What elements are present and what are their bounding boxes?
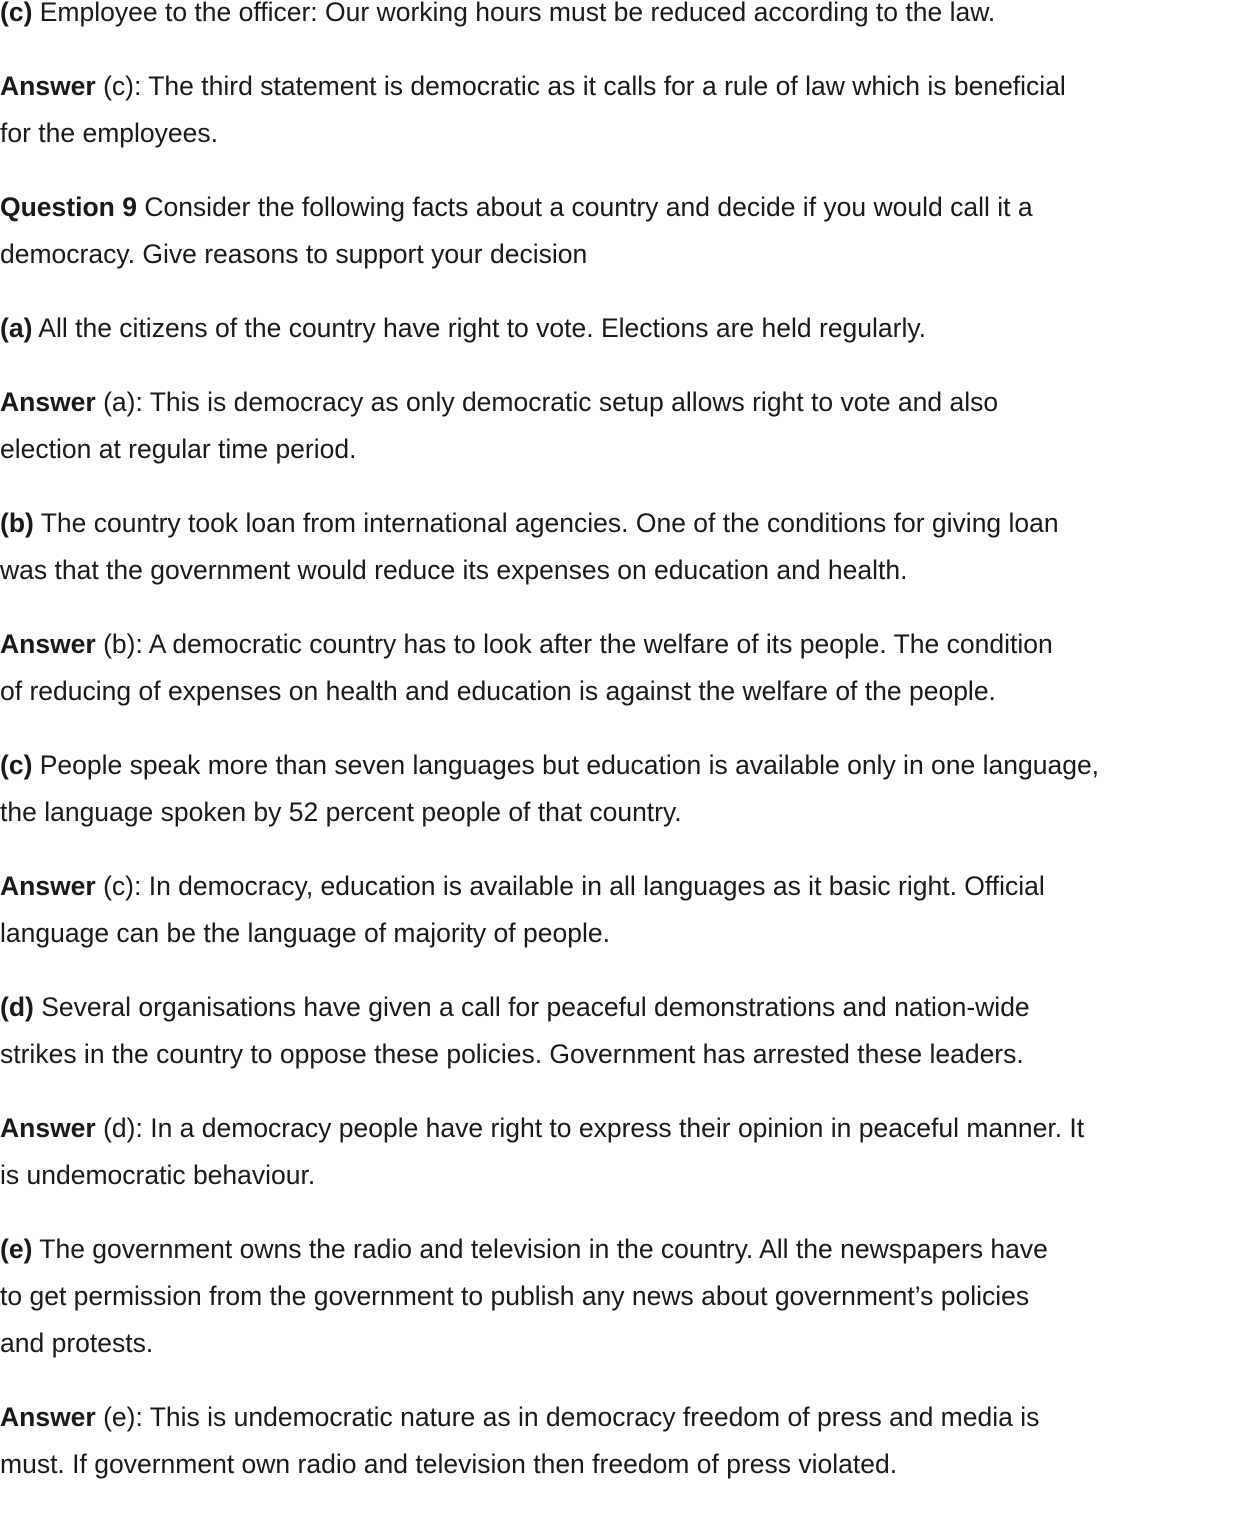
- paragraph-label: Answer: [0, 1402, 96, 1432]
- line-text: is undemocratic behaviour.: [0, 1160, 316, 1190]
- line-text: democracy. Give reasons to support your decision: [0, 239, 588, 269]
- paragraph-label: Answer: [0, 387, 96, 417]
- text-line: [0, 305, 1250, 352]
- text-line: [0, 984, 1250, 1031]
- text-line: [0, 231, 1250, 278]
- line-text: language can be the language of majority of people.: [0, 918, 610, 948]
- line-text: (e): This is undemocratic nature as in democracy freedom of press and media is: [95, 1402, 1040, 1432]
- text-line: [0, 1273, 1250, 1320]
- line-text: (c): In democracy, education is available in all languages as it basic right. Official: [95, 871, 1045, 901]
- line-text: (d): In a democracy people have right to express their opinion in peaceful manner. It: [95, 1113, 1085, 1143]
- answer-paragraph: [0, 1105, 1250, 1199]
- text-line: [0, 1441, 1250, 1488]
- line-text: Employee to the officer: Our working hours must be reduced according to the law.: [32, 0, 996, 27]
- line-text: must. If government own radio and television then freedom of press violated.: [0, 1449, 898, 1479]
- paragraph-label: (a): [0, 313, 33, 343]
- paragraph-label: (c): [0, 0, 33, 27]
- text-line: [0, 500, 1250, 547]
- line-text: and protests.: [0, 1328, 154, 1358]
- text-line: [0, 184, 1250, 231]
- text-line: [0, 1226, 1250, 1273]
- statement-paragraph: [0, 500, 1250, 594]
- line-text: All the citizens of the country have right to vote. Elections are held regularly.: [32, 313, 927, 343]
- answer-paragraph: [0, 863, 1250, 957]
- text-line: [0, 621, 1250, 668]
- text-line: [0, 63, 1250, 110]
- paragraph-label: Answer: [0, 1113, 96, 1143]
- paragraph-label: (d): [0, 992, 34, 1022]
- paragraph-label: Answer: [0, 71, 96, 101]
- line-text: for the employees.: [0, 118, 219, 148]
- text-line: [0, 668, 1250, 715]
- text-line: [0, 1394, 1250, 1441]
- answer-paragraph: [0, 1394, 1250, 1488]
- line-text: The country took loan from international agencies. One of the conditions for giving loan: [33, 508, 1059, 538]
- line-text: Several organisations have given a call for peaceful demonstrations and nation-wide: [33, 992, 1030, 1022]
- line-text: was that the government would reduce its expenses on education and health.: [0, 555, 908, 585]
- line-text: The government owns the radio and television in the country. All the newspapers have: [32, 1234, 1048, 1264]
- line-text: (c): The third statement is democratic as it calls for a rule of law which is beneficial: [95, 71, 1066, 101]
- text-line: [0, 426, 1250, 473]
- answer-paragraph: [0, 63, 1250, 157]
- question-heading: [0, 184, 1250, 278]
- line-text: People speak more than seven languages but education is available only in one language,: [32, 750, 1100, 780]
- line-text: (a): This is democracy as only democratic setup allows right to vote and also: [95, 387, 999, 417]
- text-line: [0, 110, 1250, 157]
- answer-paragraph: [0, 379, 1250, 473]
- line-text: the language spoken by 52 percent people of that country.: [0, 797, 682, 827]
- line-text: election at regular time period.: [0, 434, 357, 464]
- statement-paragraph: [0, 984, 1250, 1078]
- text-line: [0, 910, 1250, 957]
- paragraph-label: Answer: [0, 629, 96, 659]
- text-line: [0, 1320, 1250, 1367]
- text-line: [0, 789, 1250, 836]
- statement-paragraph: [0, 305, 1250, 352]
- text-line: [0, 379, 1250, 426]
- line-text: to get permission from the government to publish any news about government’s policies: [0, 1281, 1030, 1311]
- paragraph-label: (b): [0, 508, 34, 538]
- answer-paragraph: [0, 621, 1250, 715]
- paragraph-label: (c): [0, 750, 33, 780]
- text-line: [0, 0, 1250, 36]
- text-line: [0, 1152, 1250, 1199]
- text-line: [0, 1105, 1250, 1152]
- statement-paragraph: [0, 742, 1250, 836]
- statement-paragraph: [0, 1226, 1250, 1367]
- statement-paragraph: [0, 0, 1250, 36]
- text-line: [0, 863, 1250, 910]
- paragraph-label: (e): [0, 1234, 33, 1264]
- paragraph-label: Question 9: [0, 192, 137, 222]
- text-line: [0, 547, 1250, 594]
- line-text: (b): A democratic country has to look after the welfare of its people. The condition: [95, 629, 1053, 659]
- text-line: [0, 742, 1250, 789]
- line-text: strikes in the country to oppose these policies. Government has arrested these leaders.: [0, 1039, 1024, 1069]
- paragraph-label: Answer: [0, 871, 96, 901]
- line-text: Consider the following facts about a country and decide if you would call it a: [136, 192, 1033, 222]
- text-line: [0, 1031, 1250, 1078]
- line-text: of reducing of expenses on health and education is against the welfare of the people.: [0, 676, 996, 706]
